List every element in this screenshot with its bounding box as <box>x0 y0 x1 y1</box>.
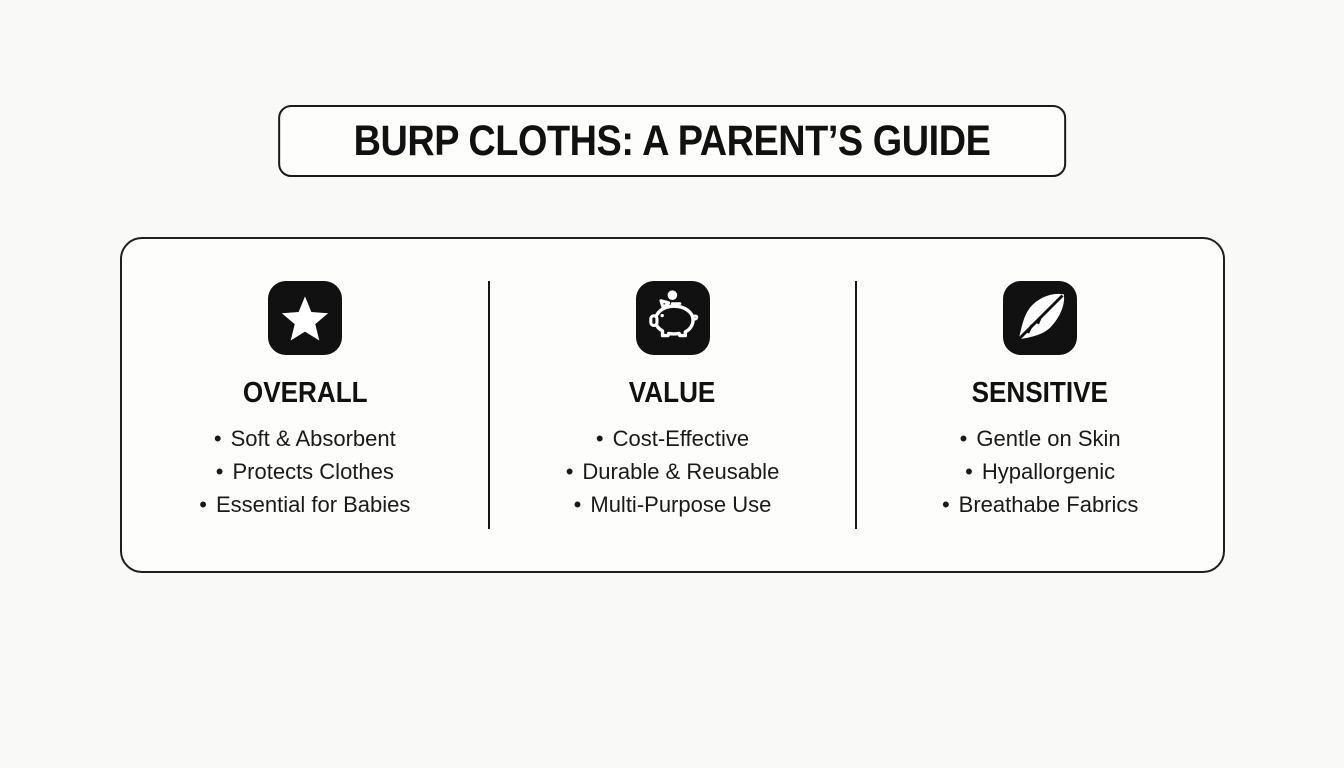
bullet-list-sensitive <box>942 422 1138 521</box>
bullet-text: Protects Clothes <box>232 459 394 484</box>
guide-card <box>120 237 1225 573</box>
bullet-item <box>942 422 1138 455</box>
bullet-marker: • <box>573 492 582 517</box>
star-icon <box>268 281 342 355</box>
column-value <box>490 239 856 571</box>
feather-icon <box>1003 281 1077 355</box>
bullet-text: Essential for Babies <box>215 492 411 517</box>
bullet-text: Durable & Reusable <box>582 459 780 484</box>
bullet-text: Breathabe Fabrics <box>958 492 1139 517</box>
bullet-item <box>566 422 780 455</box>
bullet-item <box>199 455 410 488</box>
bullet-text: Soft & Absorbent <box>230 426 396 451</box>
column-heading-sensitive: SENSITIVE <box>971 377 1109 409</box>
bullet-list-overall <box>199 422 410 521</box>
bullet-marker: • <box>215 459 224 484</box>
column-overall <box>122 239 488 571</box>
bullet-text: Cost-Effective <box>612 426 750 451</box>
bullet-item <box>566 455 780 488</box>
bullet-list-value <box>566 422 780 521</box>
column-heading-overall: OVERALL <box>242 377 368 409</box>
bullet-marker: • <box>199 492 207 517</box>
column-heading-value: VALUE <box>629 377 716 409</box>
bullet-marker: • <box>959 426 968 451</box>
title-box <box>278 105 1066 177</box>
bullet-item <box>199 488 410 521</box>
bullet-item <box>566 488 780 521</box>
bullet-text: Gentle on Skin <box>976 426 1121 451</box>
piggy-bank-icon <box>636 281 710 355</box>
bullet-marker: • <box>965 459 973 484</box>
bullet-marker: • <box>941 492 950 517</box>
bullet-marker: • <box>213 426 222 451</box>
bullet-marker: • <box>565 459 574 484</box>
bullet-item <box>942 488 1138 521</box>
bullet-marker: • <box>595 426 604 451</box>
bullet-text: Hypallorgenic <box>981 459 1116 484</box>
column-sensitive <box>857 239 1223 571</box>
bullet-text: Multi-Purpose Use <box>590 492 772 517</box>
bullet-item <box>942 455 1138 488</box>
bullet-item <box>199 422 410 455</box>
page-title: BURP CLOTHS: A PARENT’S GUIDE <box>353 116 991 165</box>
